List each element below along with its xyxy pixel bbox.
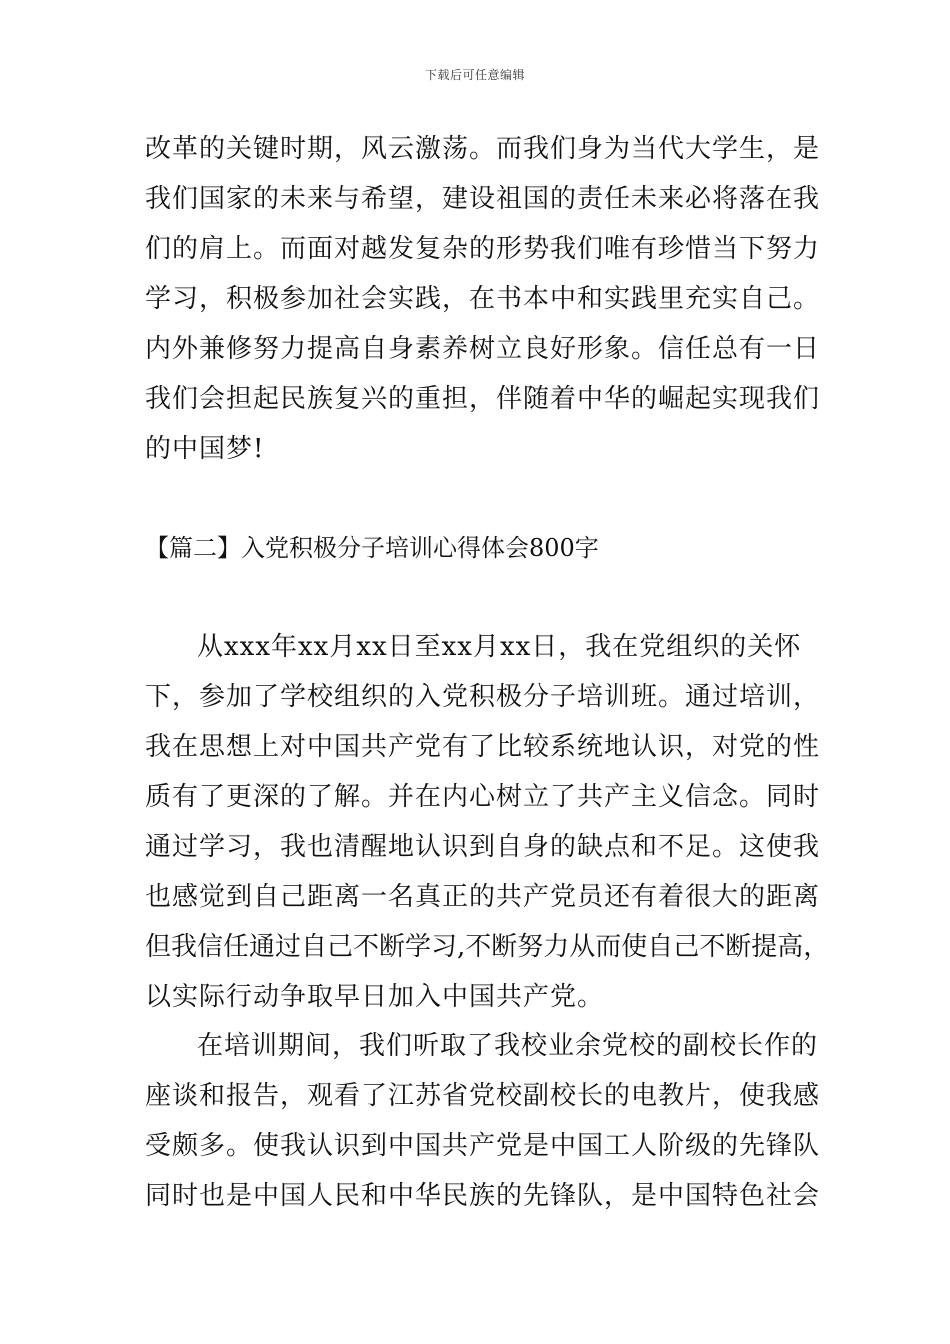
body-line: 也感觉到自己距离一名真正的共产党员还有着很大的距离 — [145, 882, 821, 912]
body-line: 下，参加了学校组织的入党积极分子培训班。通过培训， — [145, 682, 821, 712]
body-line: 在培训期间，我们听取了我校业余党校的副校长作的 — [197, 1031, 819, 1061]
body-line: 通过学习，我也清醒地认识到自身的缺点和不足。这使我 — [145, 832, 821, 862]
body-line: 从xxx年xx月xx日至xx月xx日，我在党组织的关怀 — [197, 632, 802, 662]
body-line: 受颇多。使我认识到中国共产党是中国工人阶级的先锋队 — [145, 1131, 821, 1161]
body-line: 们的肩上。而面对越发复杂的形势我们唯有珍惜当下努力 — [145, 234, 821, 264]
section-heading: 【篇二】入党积极分子培训心得体会800字 — [145, 534, 599, 562]
body-line: 同时也是中国人民和中华民族的先锋队，是中国特色社会 — [145, 1181, 821, 1211]
body-line: 改革的关键时期，风云激荡。而我们身为当代大学生，是 — [145, 134, 821, 164]
body-line: 质有了更深的了解。并在内心树立了共产主义信念。同时 — [145, 782, 821, 812]
body-line: 我们会担起民族复兴的重担，伴随着中华的崛起实现我们 — [145, 384, 821, 414]
body-line: 以实际行动争取早日加入中国共产党。 — [145, 982, 605, 1012]
body-line: 内外兼修努力提高自身素养树立良好形象。信任总有一日 — [145, 334, 821, 364]
body-line: 的中国梦! — [145, 434, 265, 464]
body-line: 我在思想上对中国共产党有了比较系统地认识，对党的性 — [145, 732, 821, 762]
body-line: 但我信任通过自己不断学习,不断努力从而使自己不断提高， — [145, 932, 830, 962]
body-line: 学习，积极参加社会实践，在书本中和实践里充实自己。 — [145, 284, 821, 314]
body-line: 我们国家的未来与希望，建设祖国的责任未来必将落在我 — [145, 184, 821, 214]
header-note: 下载后可任意编辑 — [424, 68, 525, 82]
body-line: 座谈和报告，观看了江苏省党校副校长的电教片，使我感 — [145, 1081, 821, 1111]
